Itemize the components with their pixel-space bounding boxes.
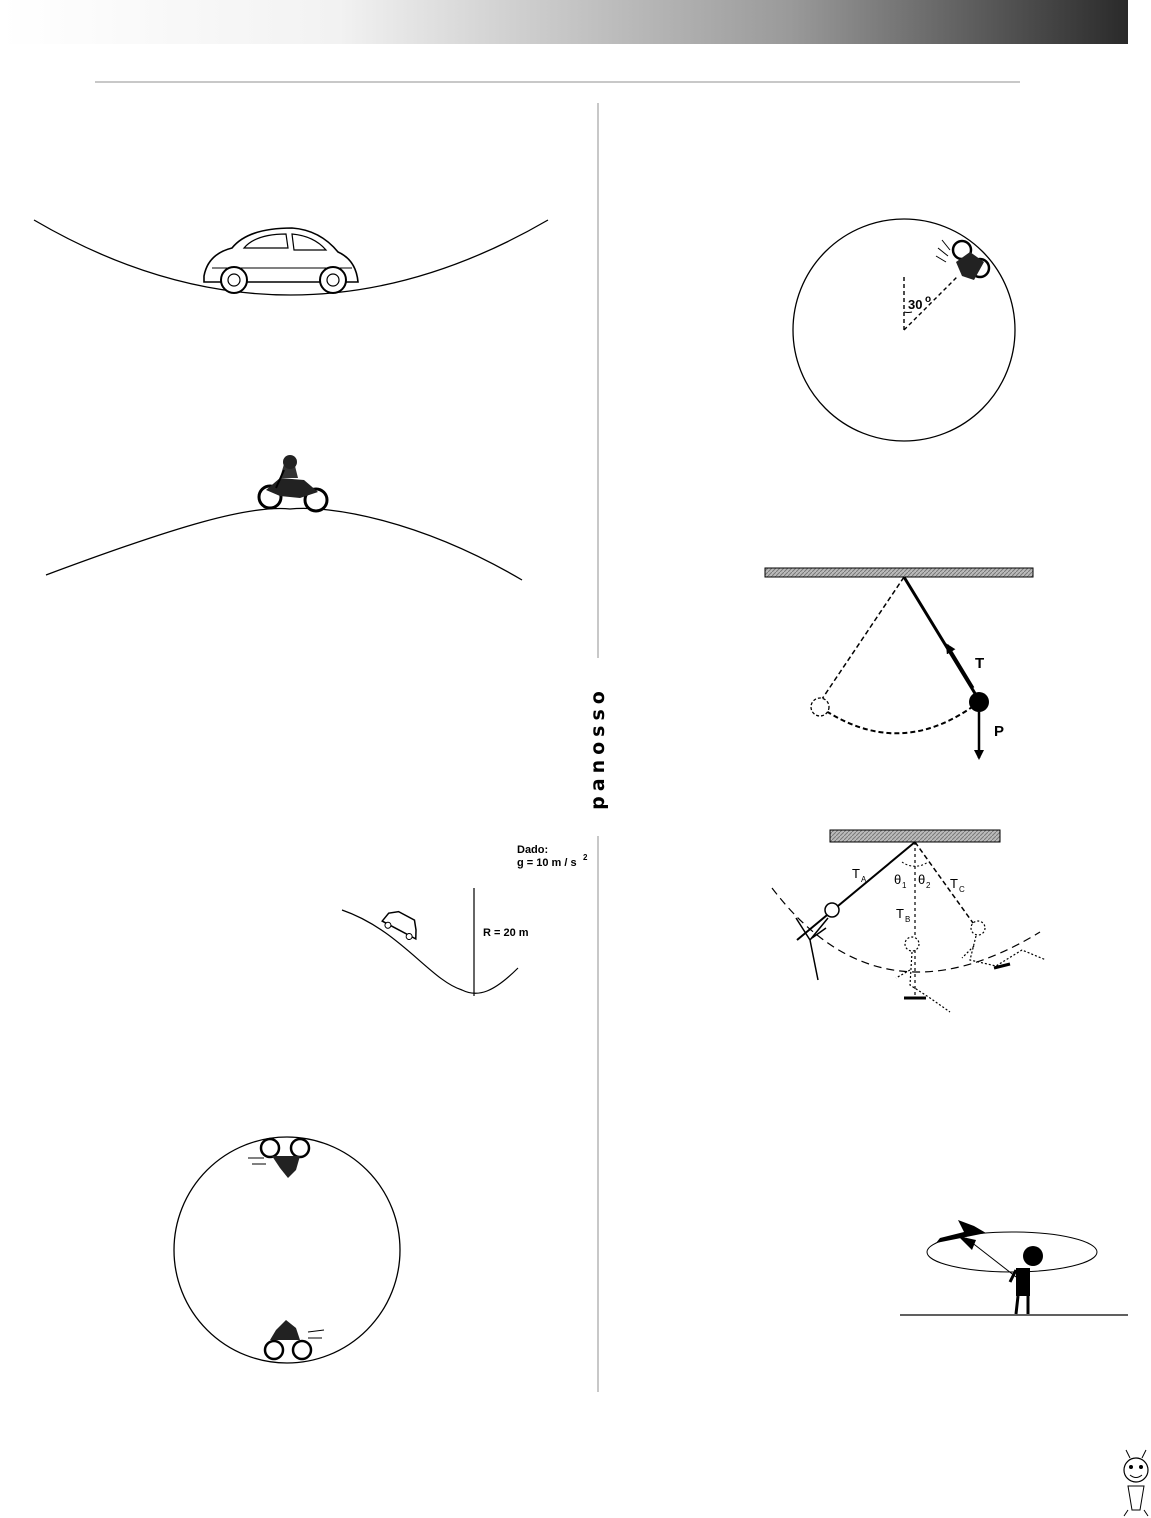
theta-1-subscript: 1: [902, 881, 907, 890]
valley-curve-figure: [342, 844, 588, 996]
model-airplane-figure: [900, 1220, 1128, 1315]
radius-label: R = 20 m: [483, 927, 529, 939]
tension-b-label: T: [896, 906, 904, 921]
motorcycle-top-icon: [248, 1139, 309, 1178]
child-icon: [1010, 1246, 1043, 1314]
brand-text: panosso: [587, 686, 609, 810]
motorcycle-icon: [259, 455, 327, 511]
motorcycle-bottom-icon: [265, 1320, 324, 1359]
given-gravity: g = 10 m / s: [517, 857, 577, 869]
mascot-icon: [1124, 1450, 1148, 1516]
tension-a-label: T: [852, 866, 860, 881]
theta-2-label: θ: [918, 872, 926, 887]
tension-label: T: [975, 655, 985, 672]
tension-c-subscript: C: [959, 885, 965, 894]
hill-road-figure: [46, 455, 522, 580]
pendulum-figure: [765, 568, 1033, 758]
tension-b-subscript: B: [905, 915, 911, 924]
given-title: Dado:: [517, 844, 549, 856]
airplane-icon: [936, 1220, 986, 1250]
theta-2-subscript: 2: [926, 881, 931, 890]
tension-c-label: T: [950, 876, 958, 891]
tension-a-subscript: A: [861, 875, 867, 884]
vertical-loop-figure: [174, 1137, 400, 1363]
car-icon: [204, 228, 358, 293]
weight-label: P: [994, 723, 1005, 740]
motorcycle-loop-icon: [936, 240, 989, 280]
given-gravity-exponent: 2: [583, 853, 588, 862]
theta-1-label: θ: [894, 872, 902, 887]
loop-angle-figure: [793, 219, 1015, 441]
small-car-icon: [380, 907, 423, 942]
angle-degree: o: [925, 294, 932, 305]
angle-label: 30: [908, 297, 923, 312]
valley-road-figure: [34, 220, 548, 295]
swing-figure: [772, 830, 1046, 1012]
